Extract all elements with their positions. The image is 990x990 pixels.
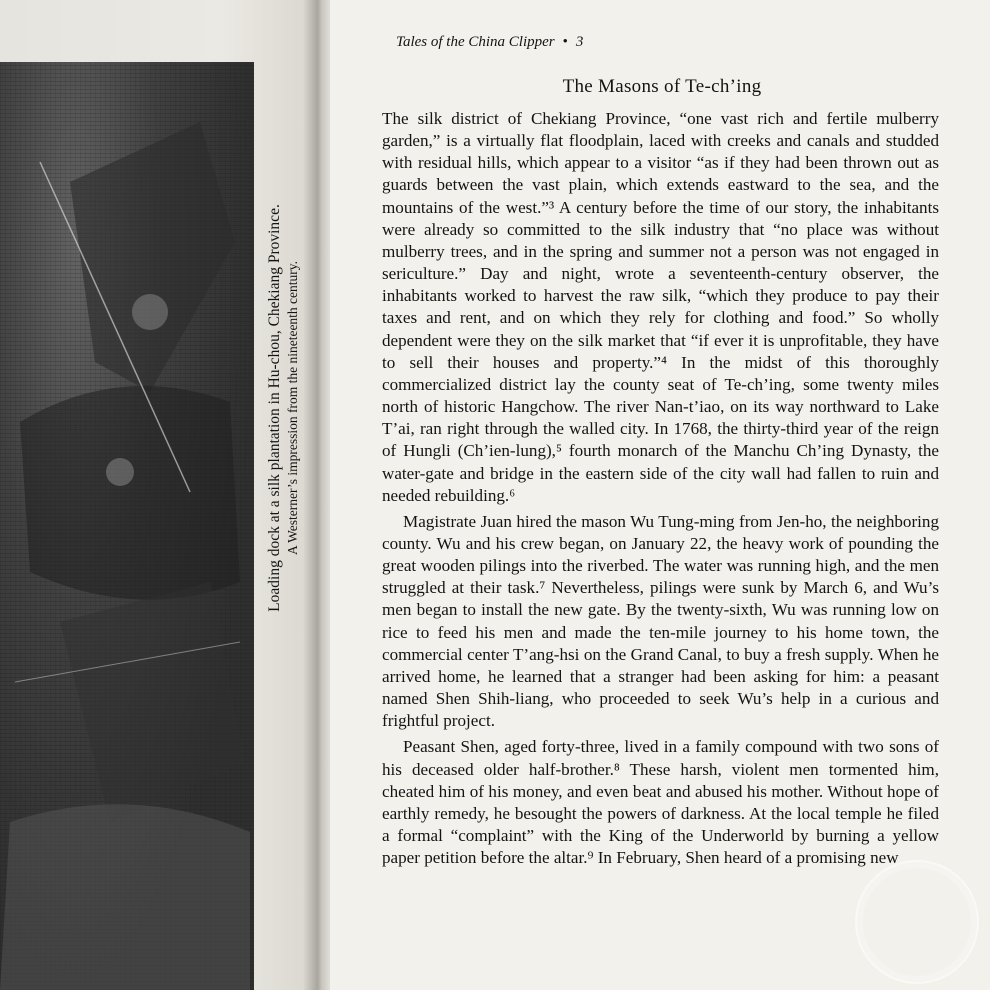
running-head-title: Tales of the China Clipper (396, 34, 555, 50)
page-number: 3 (575, 34, 584, 50)
caption-line-1: Loading dock at a silk plantation in Hu-chou, Chekiang Province. (266, 204, 283, 612)
chapter-title: The Masons of Te-ch’ing (562, 76, 762, 97)
engraving-shapes (0, 62, 254, 990)
seal-watermark (855, 860, 979, 984)
engraving-illustration (0, 62, 254, 990)
left-page (0, 0, 318, 990)
caption-line-2: A Westerner’s impression from the nineteenth century. (285, 260, 300, 556)
paragraph-2: Magistrate Juan hired the mason Wu Tung-ming from Jen-ho, the neighboring county. Wu and his crew began, on January 22, the heavy work of pounding the great wooden pilings into the riverbed. The water was running high, and the men struggled at their task.⁷ Nevertheless, pilings were sunk by March 6, and Wu’s men began to install the new gate. By the twenty-sixth, Wu was running low on rice to feed his men and made the ten-mile journey to his home town, the commercial center T’ang-hsi on the Grand Canal, to buy a fresh supply. When he arrived home, he learned that a stranger had been asking for him: a peasant named Shen Shih-liang, who proceeded to seek Wu’s help in a curious and frightful project. (382, 511, 939, 731)
body-text (382, 108, 939, 869)
running-head (396, 34, 956, 51)
paragraph-1: The silk district of Chekiang Province, “one vast rich and fertile mulberry garden,” is a virtually flat floodplain, laced with creeks and canals and studded with residual hills, which appear to a visitor “as if they had been thrown out as guards between the vast plain, which extends eastward to the sea, and the mountains of the west.”³ A century before the time of our story, the inhabitants were already so committed to the silk industry that “no place was without mulberry trees, and in the spring and summer not a person was not engaged in sericulture.” Day and night, wrote a seventeenth-century observer, the inhabitants worked to harvest the raw silk, “which they produce to pay their taxes and rent, and on which they rely for clothing and food.” So wholly dependent were they on the silk market that “if ever it is unprofitable, they have to sell their houses and property.”⁴ In the midst of this thoroughly commercialized district lay the county seat of Te-ch’ing, some twenty miles north of historic Hangchow. The river Nan-t’iao, on its way northward to Lake T’ai, ran right through the walled city. In 1768, the thirty-third year of the reign of Hungli (Ch’ien-lung),⁵ fourth monarch of the Manchu Ch’ing Dynasty, the water-gate and bridge in the eastern side of the city wall had fallen to ruin and needed rebuilding.⁶ (382, 109, 939, 505)
running-head-separator: • (562, 34, 568, 50)
paragraph-3: Peasant Shen, aged forty-three, lived in a family compound with two sons of his deceased older half-brother.⁸ These harsh, violent men tormented him, cheated him of his money, and even beat and abused his mother. Without hope of earthly remedy, he besought the powers of darkness. At the local temple he filed a formal “complaint” with the King of the Underworld by burning a yellow paper petition before the altar.⁹ In February, Shen heard of a promising new (382, 737, 939, 868)
